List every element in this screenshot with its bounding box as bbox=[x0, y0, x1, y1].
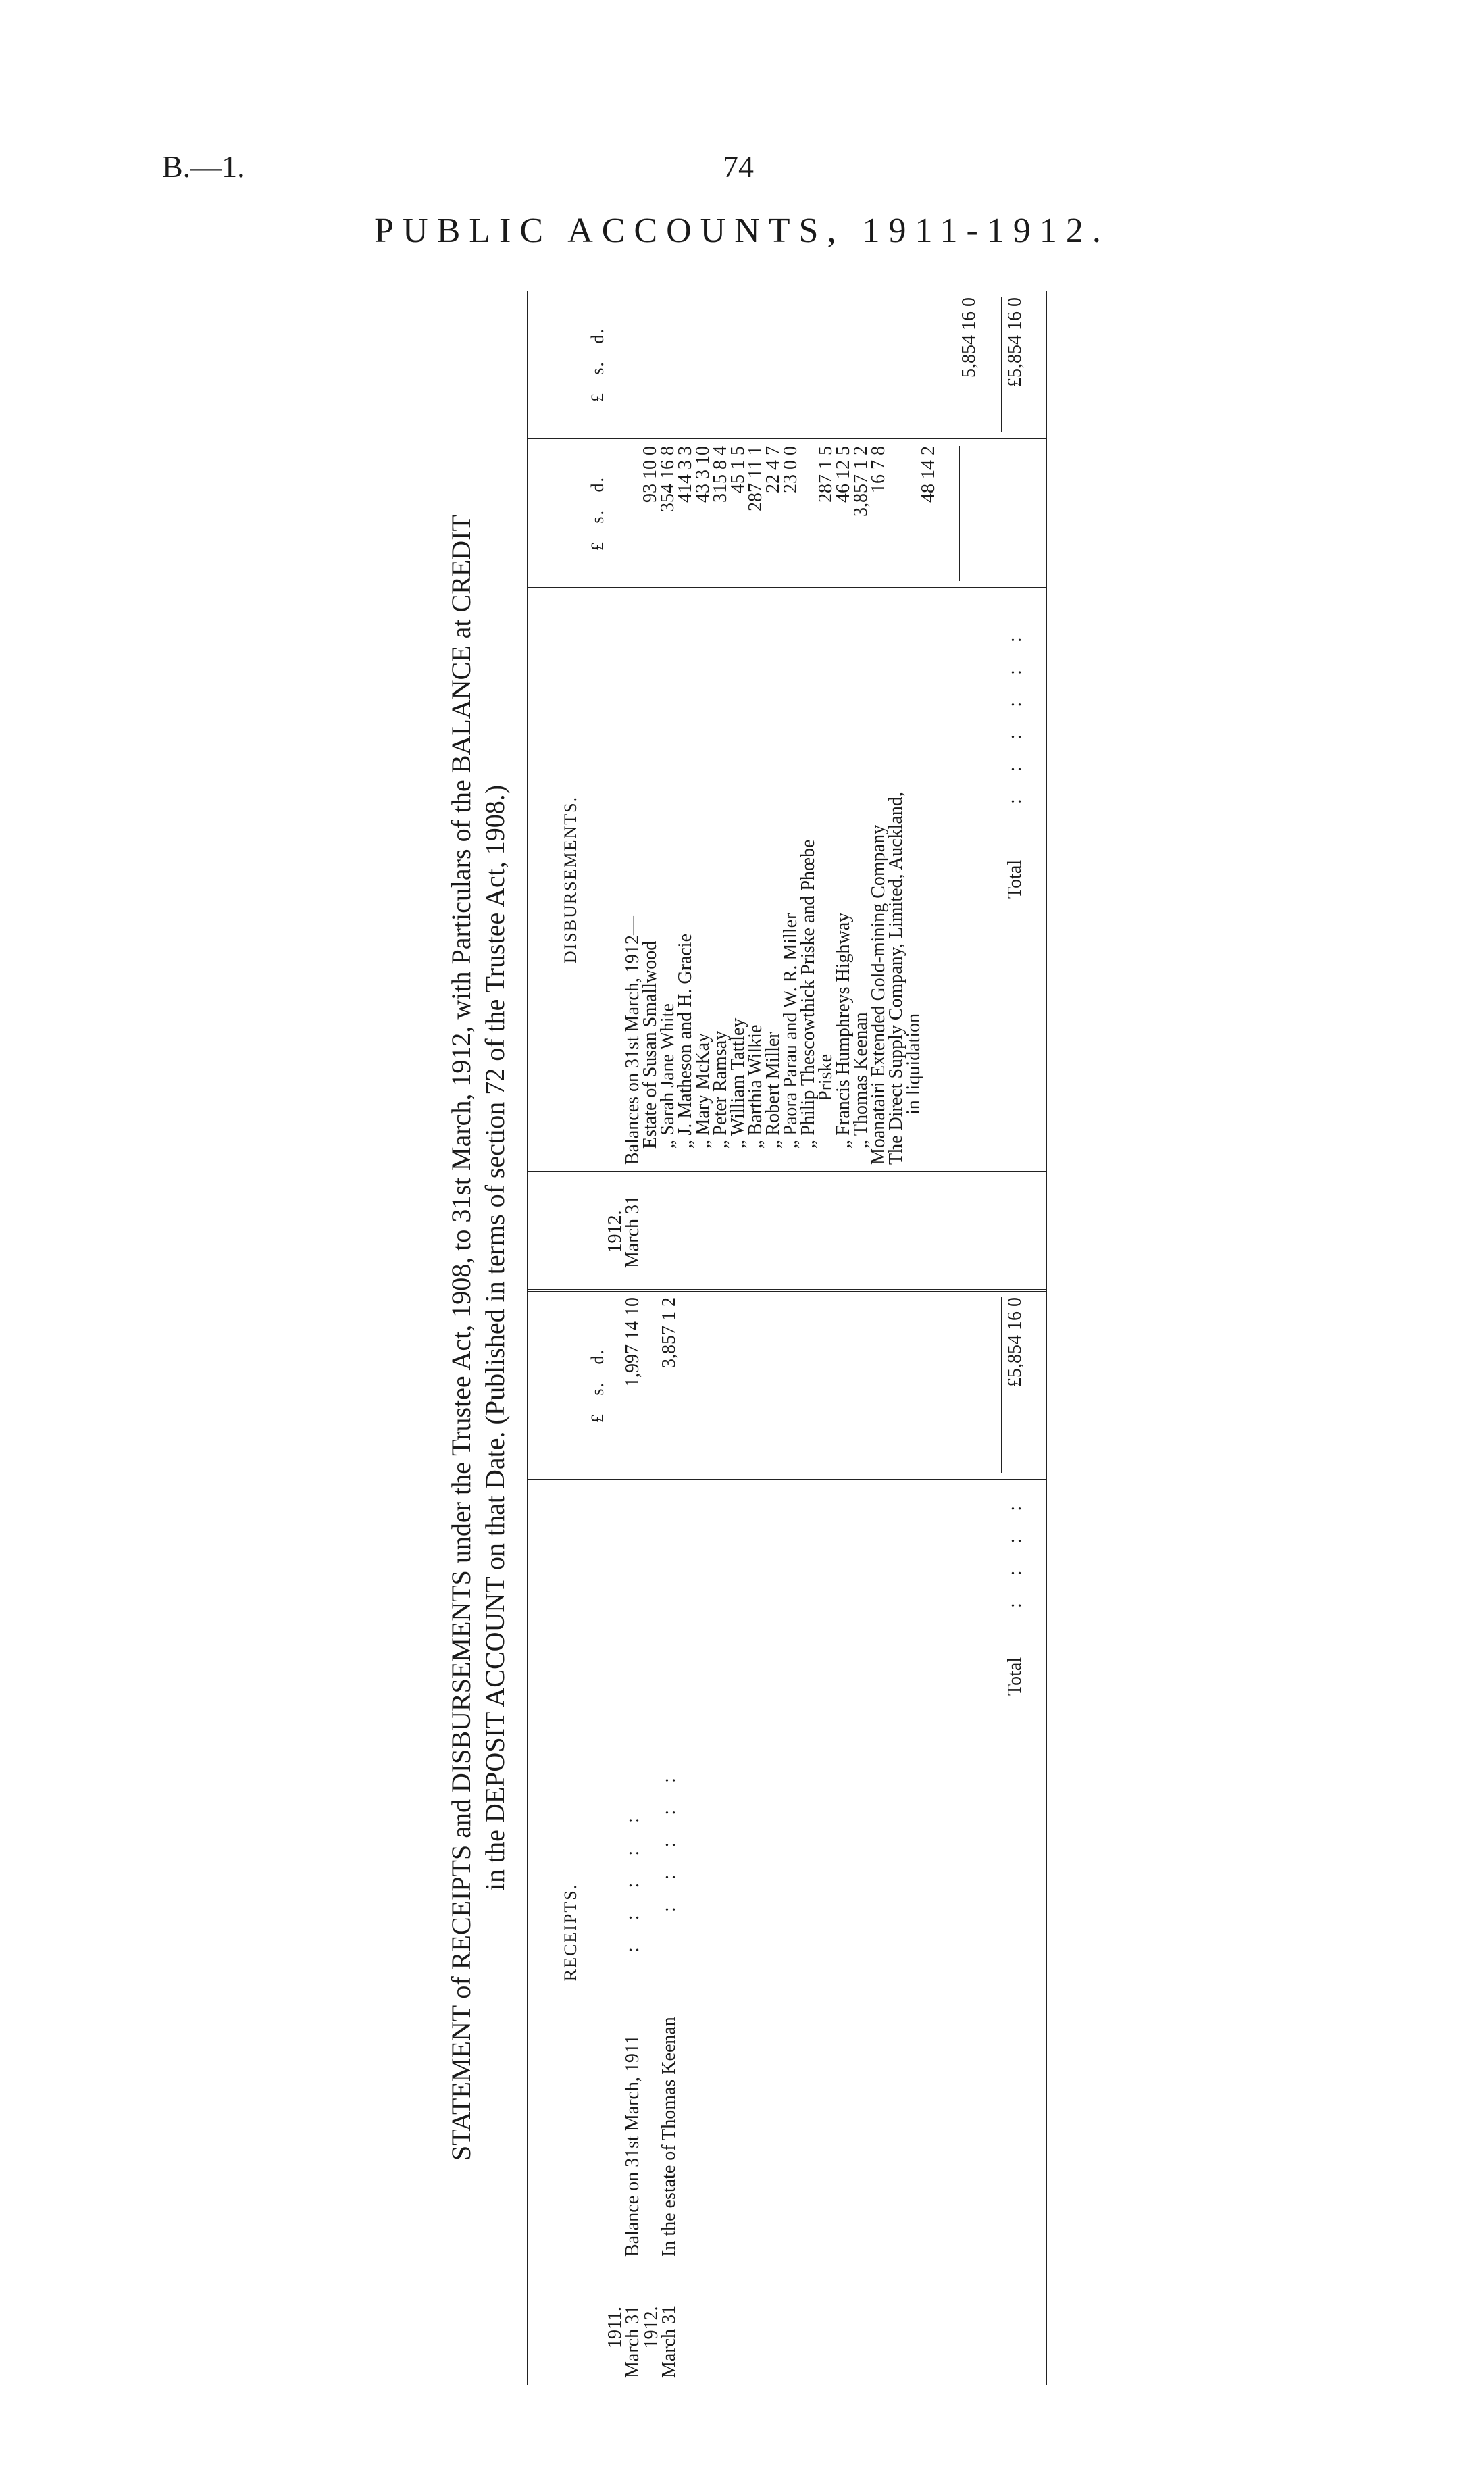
pence-label: d. bbox=[588, 476, 607, 493]
disb-row: Priske bbox=[815, 1054, 836, 1101]
disb-amount: 46 12 5 bbox=[833, 446, 854, 503]
disb-amount: 3,857 1 2 bbox=[850, 446, 871, 517]
disb-row: „ J. Matheson and H. Gracie bbox=[675, 933, 696, 1149]
disb-amount: 22 4 7 bbox=[763, 446, 784, 493]
disb-amount: 23 0 0 bbox=[780, 446, 801, 493]
disb-total-amount: £5,854 16 0 bbox=[1004, 297, 1025, 387]
disb-year: 1912. bbox=[605, 1210, 625, 1253]
disb-amount: 354 16 8 bbox=[657, 446, 678, 512]
receipts-total-rule bbox=[1000, 1297, 1002, 1473]
disb-amount: 414 3 3 bbox=[675, 446, 696, 503]
pounds-label: £ bbox=[588, 392, 607, 403]
disb-currency-header bbox=[588, 439, 608, 588]
pounds-label: £ bbox=[588, 1413, 607, 1424]
disb-row: The Direct Supply Company, Limited, Auckland, bbox=[886, 792, 906, 1165]
receipt-date: March 31 bbox=[622, 2305, 643, 2378]
disb-amount: 287 1 5 bbox=[815, 446, 836, 503]
receipt-year: 1912. bbox=[641, 2306, 662, 2349]
disb-row: „ Philip Thescowthick Priske and Phœbe bbox=[798, 839, 819, 1149]
disb-total-rule bbox=[1000, 297, 1002, 432]
leader-dots: :::: bbox=[1004, 1478, 1025, 1608]
disb-row: „ Thomas Keenan bbox=[850, 1012, 871, 1149]
disb-total-currency-header bbox=[588, 291, 608, 439]
disb-amount: 287 11 1 bbox=[745, 446, 766, 511]
receipts-total-amount: £5,854 16 0 bbox=[1004, 1297, 1025, 1387]
disb-row: „ William Tattley bbox=[727, 1017, 748, 1149]
shillings-label: s. bbox=[588, 360, 607, 375]
receipt-year: 1911. bbox=[605, 2307, 625, 2348]
disb-row: in liquidation bbox=[903, 1013, 924, 1115]
disb-row: „ Robert Miller bbox=[763, 1032, 784, 1149]
disb-intro: Balances on 31st March, 1912— bbox=[622, 916, 643, 1165]
page-title: PUBLIC ACCOUNTS, 1911-1912. bbox=[374, 211, 1110, 250]
receipt-amount: 3,857 1 2 bbox=[659, 1297, 680, 1368]
statement-title: STATEMENT of RECEIPTS and DISBURSEMENTS under the Trustee Act, 1908, to 31st March, 1912, with Particulars of the BALANCE at CREDIT bbox=[446, 515, 476, 2161]
receipt-description: In the estate of Thomas Keenan bbox=[659, 2017, 680, 2257]
disb-row: „ Francis Humphreys Highway bbox=[833, 912, 854, 1149]
statement-subtitle: in the DEPOSIT ACCOUNT on that Date. (Published in terms of section 72 of the Trustee Act, 1908.) bbox=[480, 784, 510, 1891]
disb-row: „ Peter Ramsay bbox=[710, 1030, 731, 1149]
disb-amount: 93 10 0 bbox=[640, 446, 661, 503]
pence-label: d. bbox=[588, 1348, 607, 1365]
disb-total-label: Total bbox=[1004, 859, 1025, 899]
disb-amount: 43 3 10 bbox=[692, 446, 713, 503]
leader-dots: :::::: bbox=[1004, 610, 1025, 804]
disb-heading: DISBURSEMENTS. bbox=[561, 795, 580, 964]
disb-row: Moanatairi Extended Gold-mining Company bbox=[868, 824, 889, 1165]
receipt-description: Balance on 31st March, 1911 bbox=[622, 2035, 643, 2257]
receipt-amount: 1,997 14 10 bbox=[622, 1297, 643, 1387]
statement-table-rotated bbox=[446, 291, 1054, 2385]
disb-row: „ Paora Parau and W. R. Miller bbox=[780, 913, 801, 1149]
receipts-total-label: Total bbox=[1004, 1657, 1025, 1696]
receipts-currency-header bbox=[588, 1292, 608, 1480]
disb-amount: 48 14 2 bbox=[918, 446, 939, 503]
page-code: B.—1. bbox=[162, 149, 245, 184]
pence-label: d. bbox=[588, 327, 607, 344]
leader-dots: ::::: bbox=[622, 1791, 643, 1953]
disb-row: „ Sarah Jane White bbox=[657, 1003, 678, 1149]
disb-date: March 31 bbox=[622, 1194, 643, 1269]
disb-amount: 315 8 4 bbox=[710, 446, 731, 503]
disb-subtotal: 5,854 16 0 bbox=[958, 297, 979, 378]
pounds-label: £ bbox=[588, 540, 607, 551]
disb-row: „ Mary McKay bbox=[692, 1032, 713, 1149]
page-number: 74 bbox=[723, 149, 754, 184]
disb-amount: 45 1 5 bbox=[727, 446, 748, 493]
disb-amount: 16 7 8 bbox=[868, 446, 889, 493]
disb-subtotal-rule bbox=[959, 446, 960, 581]
receipt-date: March 31 bbox=[659, 2305, 680, 2378]
receipts-total-double-rule bbox=[1031, 1297, 1033, 1473]
leader-dots: ::::: bbox=[659, 1751, 680, 1912]
disb-row: Estate of Susan Smallwood bbox=[640, 940, 661, 1149]
shillings-label: s. bbox=[588, 1381, 607, 1396]
disb-total-double-rule bbox=[1031, 297, 1033, 432]
receipts-heading: RECEIPTS. bbox=[561, 1883, 580, 1982]
shillings-label: s. bbox=[588, 509, 607, 524]
disb-row: „ Barthia Wilkie bbox=[745, 1024, 766, 1149]
